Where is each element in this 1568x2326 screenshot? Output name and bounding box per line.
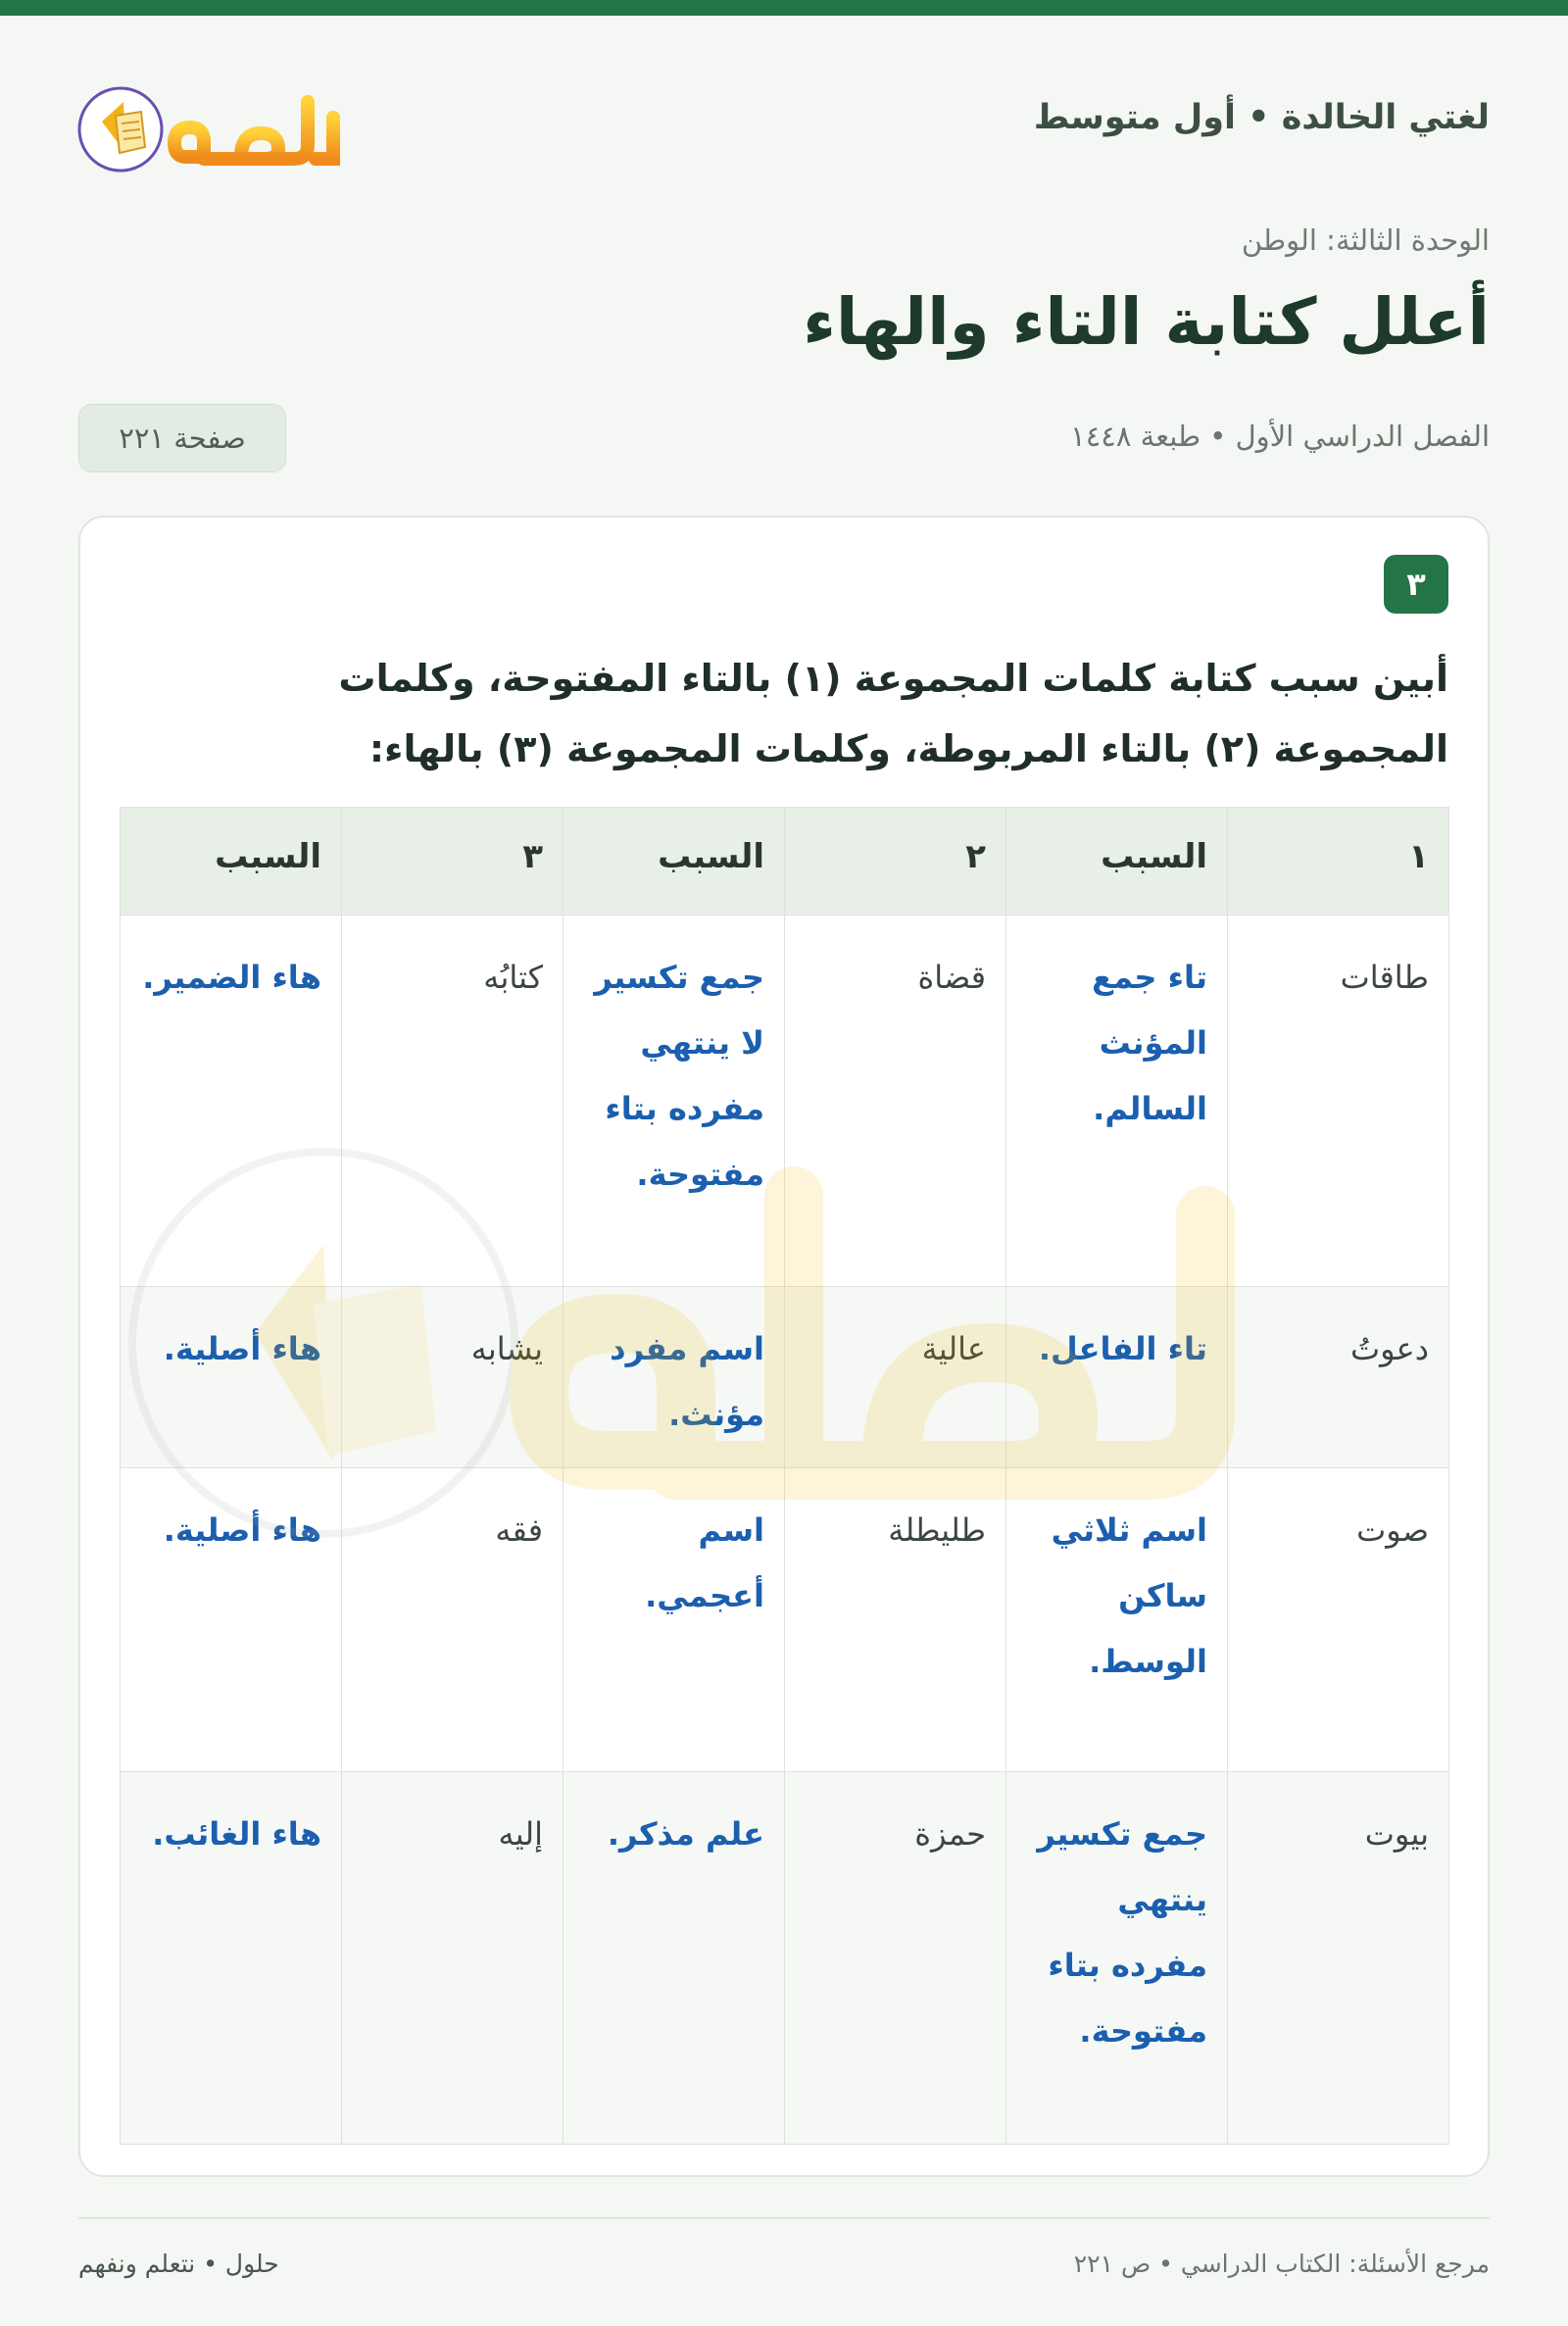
table-row bbox=[121, 1772, 1449, 2145]
word-cell: طاقات bbox=[1228, 916, 1449, 1287]
question-card bbox=[78, 516, 1490, 2177]
reason-cell: هاء الضمير. bbox=[121, 916, 342, 1287]
reason-cell: جمع تكسير ينتهي مفرده بتاء مفتوحة. bbox=[1006, 1772, 1228, 2145]
semester-edition: الفصل الدراسي الأول • طبعة ١٤٤٨ bbox=[1070, 420, 1490, 453]
word-cell: قضاة bbox=[785, 916, 1006, 1287]
question-number-badge: ٣ bbox=[1384, 555, 1448, 614]
reason-cell: اسم ثلاثي ساكن الوسط. bbox=[1006, 1468, 1228, 1772]
table-row bbox=[121, 1468, 1449, 1772]
word-cell: يشابه bbox=[342, 1287, 564, 1468]
question-text: أبين سبب كتابة كلمات المجموعة (١) بالتاء المفتوحة، وكلمات المجموعة (٢) بالتاء المربوطة، وكلمات المجموعة (٣) بالهاء: bbox=[338, 657, 1448, 770]
table-row bbox=[121, 916, 1449, 1287]
word-cell: عالية bbox=[785, 1287, 1006, 1468]
top-accent-bar bbox=[0, 0, 1568, 16]
course-title: لغتي الخالدة • أول متوسط bbox=[1033, 98, 1490, 137]
reason-cell: علم مذكر. bbox=[564, 1772, 785, 2145]
word-cell: طليطلة bbox=[785, 1468, 1006, 1772]
reason-cell: هاء أصلية. bbox=[121, 1287, 342, 1468]
table-header-row bbox=[121, 808, 1449, 916]
reason-cell: تاء الفاعل. bbox=[1006, 1287, 1228, 1468]
header-group-2: ٢ bbox=[785, 808, 1006, 916]
footer-brand: حلول • نتعلم ونفهم bbox=[78, 2250, 279, 2278]
reason-cell: تاء جمع المؤنث السالم. bbox=[1006, 916, 1228, 1287]
answer-table bbox=[120, 807, 1449, 2145]
reason-cell: هاء الغائب. bbox=[121, 1772, 342, 2145]
page-number-badge: صفحة ٢٢١ bbox=[78, 404, 286, 472]
word-cell: دعوتُ bbox=[1228, 1287, 1449, 1468]
footer-reference: مرجع الأسئلة: الكتاب الدراسي • ص ٢٢١ bbox=[1073, 2250, 1490, 2278]
header-reason-3: السبب bbox=[121, 808, 342, 916]
word-cell: فقه bbox=[342, 1468, 564, 1772]
unit-label: الوحدة الثالثة: الوطن bbox=[1241, 223, 1490, 257]
reason-cell: جمع تكسير لا ينتهي مفرده بتاء مفتوحة. bbox=[564, 916, 785, 1287]
page-title: أعلل كتابة التاء والهاء bbox=[803, 284, 1490, 360]
header-reason-1: السبب bbox=[1006, 808, 1228, 916]
word-cell: حمزة bbox=[785, 1772, 1006, 2145]
word-cell: بيوت bbox=[1228, 1772, 1449, 2145]
header-group-1: ١ bbox=[1228, 808, 1449, 916]
table-row bbox=[121, 1287, 1449, 1468]
hulul-logo[interactable] bbox=[76, 63, 351, 180]
word-cell: صوت bbox=[1228, 1468, 1449, 1772]
header-reason-2: السبب bbox=[564, 808, 785, 916]
header-group-3: ٣ bbox=[342, 808, 564, 916]
footer-divider bbox=[78, 2217, 1490, 2219]
reason-cell: اسم مفرد مؤنث. bbox=[564, 1287, 785, 1468]
word-cell: إليه bbox=[342, 1772, 564, 2145]
reason-cell: هاء أصلية. bbox=[121, 1468, 342, 1772]
word-cell: كتابُه bbox=[342, 916, 564, 1287]
reason-cell: اسم أعجمي. bbox=[564, 1468, 785, 1772]
